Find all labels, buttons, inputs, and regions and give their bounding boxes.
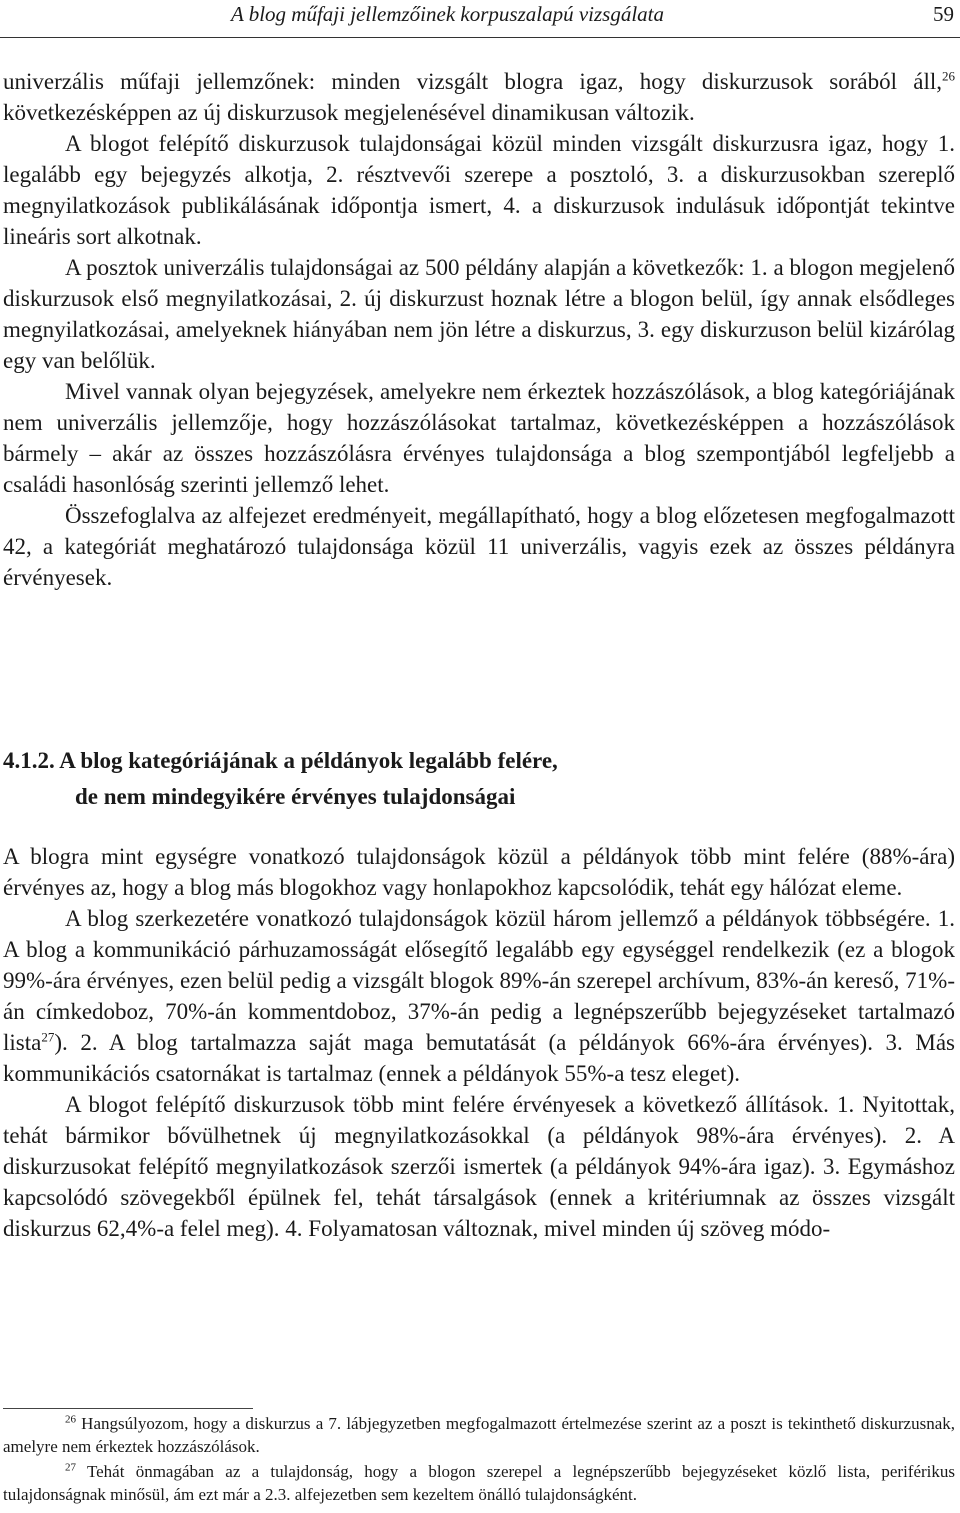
footnote-number: 27	[65, 1461, 76, 1474]
paragraph	[3, 66, 955, 128]
section-heading	[3, 743, 955, 815]
paragraph: A posztok univerzális tulajdonságai az 500 példány alapján a következők: 1. a blogon megjelenő diskurzusok első megnyilatkozásai, 2. új diskurzust hoznak létre a blogon belül, így annak elsődleges megnyilatkozásai, amelyeknek hiányában nem jön létre a diskurzus, 3. egy diskurzuson belül kizárólag egy van belőlük.	[3, 255, 955, 373]
paragraph-text: univerzális műfaji jellemzőnek: minden vizsgált blogra igaz, hogy diskurzusok sorából áll,	[3, 69, 942, 94]
paragraph-text: ). 2. A blog tartalmazza saját maga bemutatását (a példányok 66%-ára érvényes). 3. Más kommunikációs csatornákat is tartalmaz (ennek a példányok 55%-a tesz eleget).	[3, 1030, 955, 1086]
page-number: 59	[933, 2, 954, 26]
header-rule	[0, 37, 960, 38]
section-1-body	[3, 66, 955, 593]
paragraph-text: következésképpen az új diskurzusok megjelenésével dinamikusan változik.	[3, 100, 695, 125]
paragraph: A blogot felépítő diskurzusok több mint felére érvényesek a következő állítások. 1. Nyitottak, tehát bármikor bővülhetnek új megnyilatkozásokkal (a példányok 98%-ára érvényes). 2. A diskurzusokat felépítő megnyilatkozások szerzői ismertek (a példányok 94%-ára igaz). 3. Egymáshoz kapcsolódó szövegekből épülnek fel, tehát társalgások (ennek a kritériumnak az összes vizsgált diskurzus 62,4%-a felel meg). 4. Folyamatosan változnak, mivel minden új szöveg módo-	[3, 1092, 955, 1241]
paragraph: A blogra mint egységre vonatkozó tulajdonságok közül a példányok több mint felére (88%-ára) érvényes az, hogy a blog más blogokhoz vagy honlapokhoz kapcsolódik, tehát egy hálózat eleme.	[3, 844, 955, 900]
running-title: A blog műfaji jellemzőinek korpuszalapú vizsgálata	[231, 2, 665, 26]
footnote-26	[3, 1412, 955, 1458]
page-header	[0, 0, 960, 40]
paragraph: A blogot felépítő diskurzusok tulajdonságai közül minden vizsgált diskurzusra igaz, hogy 1. legalább egy bejegyzés alkotja, 2. résztvevői szerepe a posztoló, 3. a diskurzusokban szereplő megnyilatkozások publikálásának időpontja ismert, 4. a diskurzusok indulásuk időpontját tekintve lineáris sort alkotnak.	[3, 131, 955, 249]
heading-line-1: 4.1.2. A blog kategóriájának a példányok legalább felére,	[3, 748, 558, 773]
section-2-body	[3, 841, 955, 1244]
footnote-27	[3, 1460, 955, 1506]
paragraph	[3, 903, 955, 1089]
paragraph: Összefoglalva az alfejezet eredményeit, megállapítható, hogy a blog előzetesen megfogalmazott 42, a kategóriát meghatározó tulajdonsága közül 11 univerzális, vagyis ezek az összes példányra érvényesek.	[3, 503, 955, 590]
footnote-divider	[3, 1408, 253, 1409]
footnote-text: Hangsúlyozom, hogy a diskurzus a 7. lábjegyzetben megfogalmazott értelmezése szerint az a poszt is tekinthető diskurzusnak, amelyre nem érkeztek hozzászólások.	[3, 1414, 955, 1456]
footnote-text: Tehát önmagában az a tulajdonság, hogy a blogon szerepel a legnépszerűbb bejegyzéseket közlő lista, periférikus tulajdonságnak minősül, ám ezt már a 2.3. alfejezetben sem kezeltem önálló tulajdonságként.	[3, 1462, 955, 1504]
paragraph: Mivel vannak olyan bejegyzések, amelyekre nem érkeztek hozzászólások, a blog kategóriájának nem univerzális jellemzője, hogy hozzászólásokat tartalmaz, következésképpen a hozzászólások bármely – akár az összes hozzászólásra érvényes tulajdonsága a blog szempontjából legfeljebb a családi hasonlóság szerinti jellemző lehet.	[3, 379, 955, 497]
footnote-number: 26	[65, 1413, 76, 1426]
paragraph-text: A blog szerkezetére vonatkozó tulajdonságok közül három jellemző a példányok többségére. 1. A blog a kommunikáció párhuzamosságát elősegítő legalább egy egységgel rendelkezik (ez a blogok 99%-ára érvényes, ezen belül pedig a vizsgált blogok 89%-án szerepel archívum, 83%-án kereső, 71%-án címkedoboz, 70%-án kommentdoboz, 37%-án pedig a legnépszerűbb bejegyzéseket tartalmazó lista	[3, 906, 955, 1055]
footnote-ref-27[interactable]: 27	[41, 1029, 55, 1045]
heading-line-2: de nem mindegyikére érvényes tulajdonságai	[75, 784, 516, 809]
footnotes	[3, 1412, 955, 1508]
footnote-ref-26[interactable]: 26	[942, 68, 955, 84]
